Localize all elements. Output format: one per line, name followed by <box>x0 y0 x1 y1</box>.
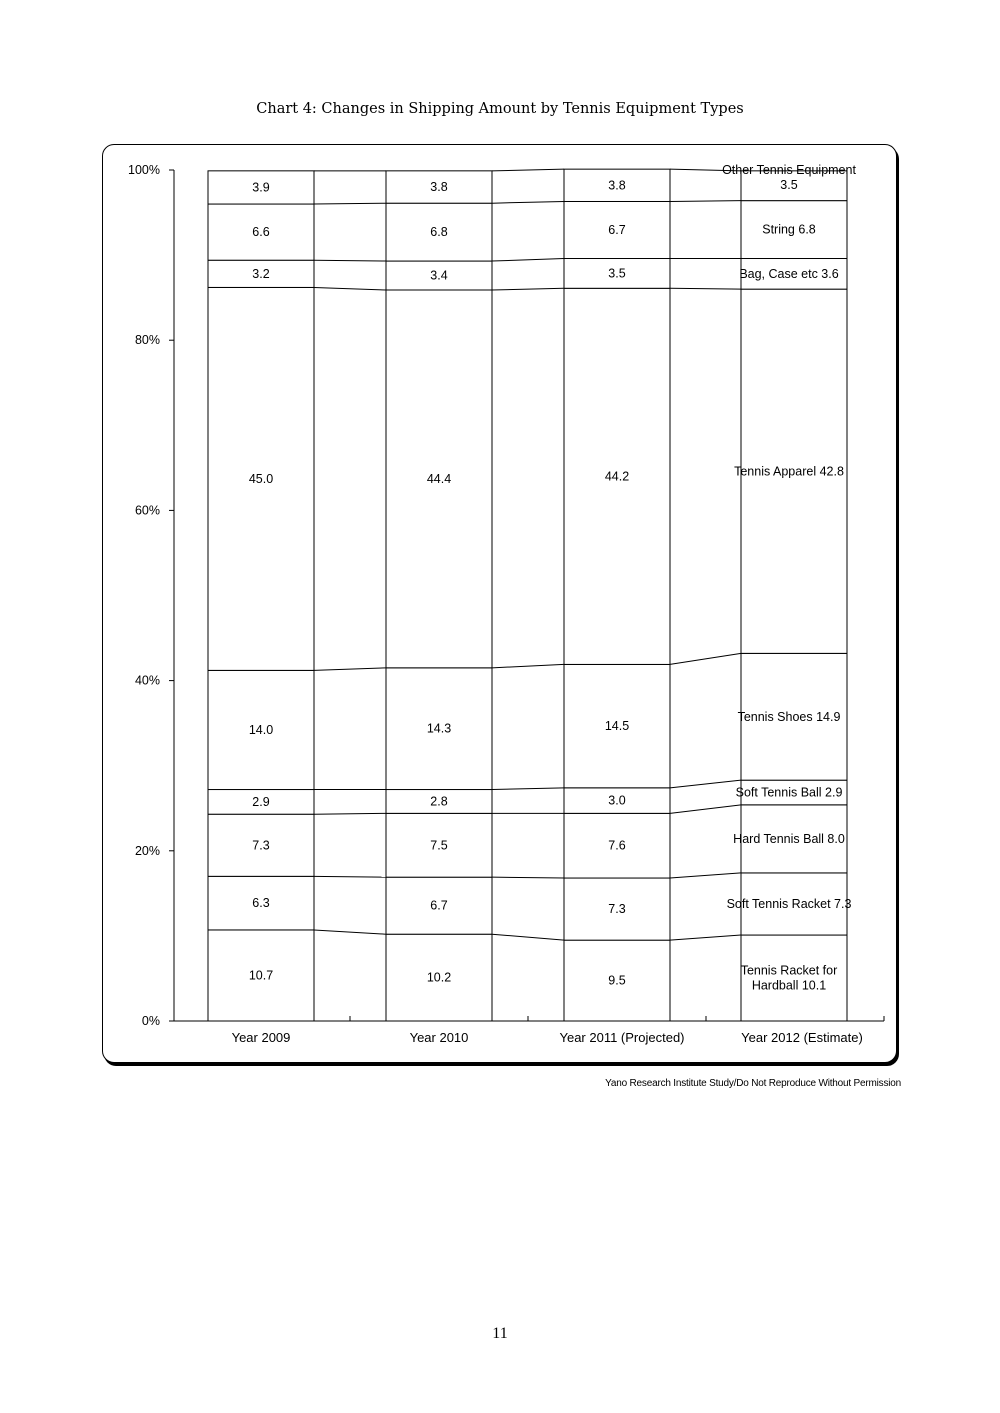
data-label: 45.0 <box>248 471 274 486</box>
series-connector-line <box>314 260 386 261</box>
page-number: 11 <box>492 1325 508 1342</box>
data-label: 14.3 <box>426 721 452 736</box>
series-name-label: Other Tennis Equipment <box>722 163 856 178</box>
series-name-label: 3.5 <box>780 178 798 193</box>
data-label: 3.5 <box>608 266 626 281</box>
series-connector-line <box>314 668 386 671</box>
x-tick-label: Year 2010 <box>409 1030 469 1045</box>
data-label: 44.4 <box>426 471 452 486</box>
data-label: 6.7 <box>608 222 626 237</box>
series-connector-line <box>670 288 741 289</box>
y-tick-label: 100% <box>128 163 160 177</box>
data-label: 3.8 <box>430 180 448 195</box>
series-connector-line <box>314 813 386 814</box>
data-label: 7.5 <box>430 838 448 853</box>
data-label: 14.5 <box>604 719 630 734</box>
y-tick-label: 60% <box>134 503 160 518</box>
data-label: 10.7 <box>248 968 274 983</box>
chart-title: Chart 4: Changes in Shipping Amount by Tennis Equipment Types <box>256 101 744 117</box>
series-connector-line <box>670 780 741 788</box>
source-note: Yano Research Institute Study/Do Not Reproduce Without Permission <box>605 1078 901 1089</box>
series-name-label: Bag, Case etc 3.6 <box>739 266 839 281</box>
data-label: 44.2 <box>604 469 630 484</box>
data-label: 14.0 <box>248 722 274 737</box>
data-label: 3.4 <box>430 268 448 283</box>
series-connector-line <box>314 930 386 934</box>
data-label: 7.3 <box>252 838 270 853</box>
series-name-label: Soft Tennis Racket 7.3 <box>726 896 852 911</box>
y-tick-label: 80% <box>134 333 160 348</box>
series-connector-line <box>492 934 564 940</box>
data-label: 2.9 <box>252 794 270 809</box>
x-tick-label: Year 2011 (Projected) <box>559 1030 685 1045</box>
series-connector-line <box>670 805 741 814</box>
series-connector-line <box>670 873 741 878</box>
y-tick-label: 40% <box>134 673 160 688</box>
data-label: 7.3 <box>608 902 626 917</box>
series-name-label: Tennis Shoes 14.9 <box>737 709 841 724</box>
data-label: 6.8 <box>430 225 448 240</box>
y-tick-label: 20% <box>134 843 160 858</box>
series-name-label: Soft Tennis Ball 2.9 <box>735 785 843 800</box>
y-tick-label: 0% <box>141 1014 160 1028</box>
series-connector-line <box>314 876 386 877</box>
series-connector-line <box>492 288 564 290</box>
series-name-label: Tennis Apparel 42.8 <box>734 464 844 479</box>
data-label: 6.3 <box>252 896 270 911</box>
series-connector-line <box>314 287 386 290</box>
data-label: 6.7 <box>430 898 448 913</box>
series-connector-line <box>670 935 741 940</box>
x-tick-label: Year 2009 <box>231 1030 291 1045</box>
series-connector-line <box>492 664 564 667</box>
series-connector-line <box>492 788 564 790</box>
data-label: 7.6 <box>608 838 626 853</box>
series-name-label: String 6.8 <box>762 222 816 237</box>
series-connector-line <box>492 877 564 878</box>
data-label: 6.6 <box>252 225 270 240</box>
series-name-label: Hardball 10.1 <box>751 978 827 993</box>
data-label: 3.2 <box>252 266 270 281</box>
series-connector-line <box>670 201 741 202</box>
x-tick-label: Year 2012 (Estimate) <box>741 1030 863 1045</box>
data-label: 3.8 <box>608 178 626 193</box>
series-connector-line <box>492 169 564 171</box>
series-connector-line <box>670 653 741 664</box>
data-label: 3.9 <box>252 180 270 195</box>
series-connector-line <box>492 201 564 203</box>
series-connector-line <box>314 203 386 204</box>
series-name-label: Tennis Racket for <box>740 963 838 978</box>
series-connector-line <box>492 259 564 262</box>
data-label: 10.2 <box>426 970 452 985</box>
data-label: 9.5 <box>608 973 626 988</box>
data-label: 2.8 <box>430 794 448 809</box>
series-name-label: Hard Tennis Ball 8.0 <box>733 831 845 846</box>
data-label: 3.0 <box>608 793 626 808</box>
